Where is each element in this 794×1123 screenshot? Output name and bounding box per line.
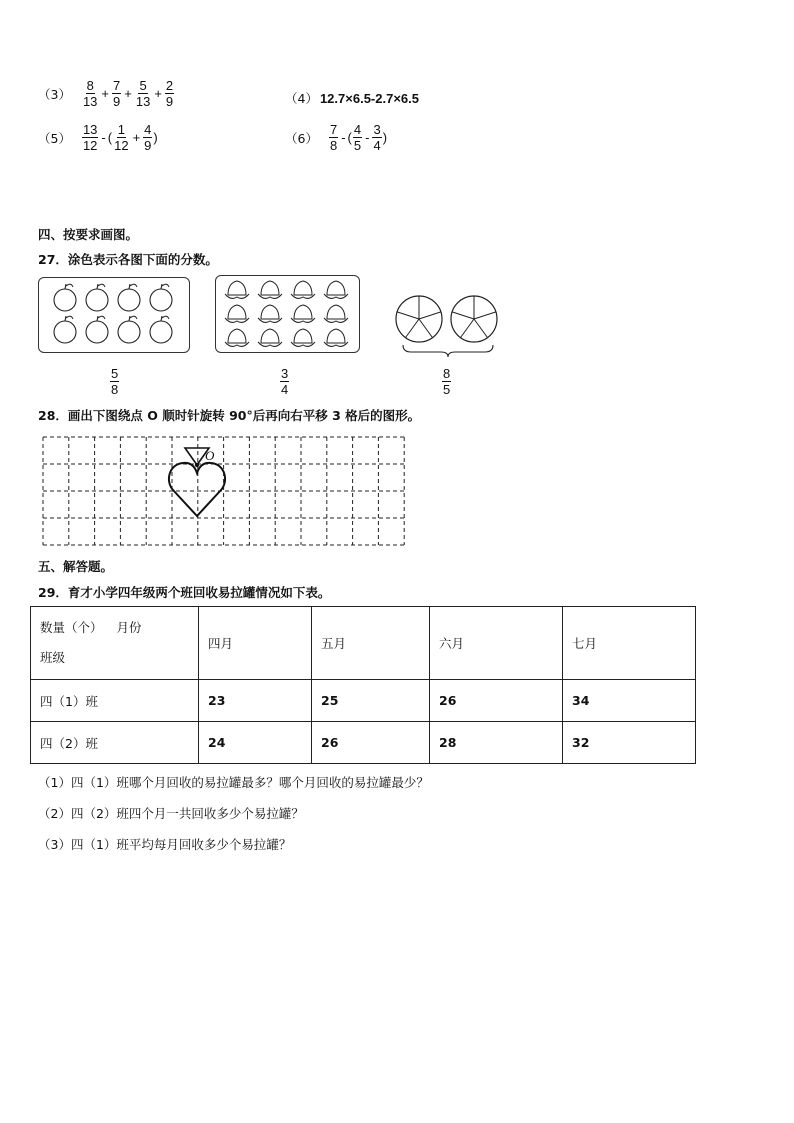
calc-q3: （3） $\frac{8}{13}$ + $\frac{7}{9}$ + $\frac{5}{13}$ + $\frac{2}{9}$ [38,78,174,109]
calc-q6: （6） $\frac{7}{8}$ - ( $\frac{4}{5}$ - $\frac{3}{4}$ ) [285,122,388,153]
point-o [195,463,199,467]
section-4-title: 四、按要求画图。 [38,227,139,242]
peach-icon [324,329,348,346]
apple-icon [150,316,172,343]
table-cell: 24 [199,722,312,764]
apple-icon [118,316,140,343]
circle-fraction-icon [396,296,442,342]
peach-icon [291,281,315,298]
q4-label: （4） [285,91,318,106]
peach-icon [258,329,282,346]
apple-icon [150,284,172,311]
q3-fraction-4: $\frac{2}{9}$ [165,78,174,109]
q28-title: 28．画出下图绕点 O 顺时针旋转 90°后再向右平移 3 格后的图形。 [38,408,421,423]
q29-sub-2: （2）四（2）班四个月一共回收多少个易拉罐？ [38,806,304,821]
peaches-box [215,275,360,353]
q5-label: （5） [38,130,71,146]
recycle-table [30,606,696,764]
q5-fraction-2: $\frac{1}{12}$ [114,122,129,153]
table-cell: 34 [563,680,696,722]
q3-fraction-3: $\frac{5}{13}$ [135,78,151,109]
q29-sub-1: （1）四（1）班哪个月回收的易拉罐最多？哪个月回收的易拉罐最少？ [38,775,429,790]
dashed-grid [43,437,404,545]
peach-icon [225,305,249,322]
peaches-grid [216,276,359,352]
table-cell: 23 [199,680,312,722]
table-row [31,722,696,764]
table-cell: 28 [430,722,563,764]
circle-fraction-icon [451,296,497,342]
circles-fraction: $\frac{8}{5}$ [443,366,451,397]
table-cell: 32 [563,722,696,764]
header-month-7: 七月 [563,607,696,680]
peach-icon [258,305,282,322]
apples-fraction: $\frac{5}{8}$ [111,366,119,397]
header-month-5: 五月 [312,607,430,680]
diagonal-header-cell: 数量（个） 月份 班级 [31,607,199,680]
q4-expression: 12.7×6.5-2.7×6.5 [319,90,419,106]
peach-icon [258,281,282,298]
table-cell: 26 [312,722,430,764]
heart-shape [169,463,225,516]
q3-fraction-2: $\frac{7}{9}$ [113,78,121,109]
apple-icon [86,316,108,343]
table-row [31,680,696,722]
peach-icon [291,305,315,322]
apple-icon [54,284,76,311]
calc-q5: （5） $\frac{13}{12}$ - ( $\frac{1}{12}$ + $\frac{4}{9}$ ) [38,122,158,153]
row-class-label: 四（1）班 [31,680,199,722]
q6-fraction-3: $\frac{3}{4}$ [373,122,381,153]
q3-label: （3） [38,86,71,102]
q6-fraction-1: $\frac{7}{8}$ [329,122,338,153]
apples-box [38,277,190,353]
peach-icon [291,329,315,346]
row-class-label: 四（2）班 [31,722,199,764]
q6-fraction-2: $\frac{4}{5}$ [353,122,362,153]
calc-q4 [285,89,419,107]
table-cell: 25 [312,680,430,722]
circles-figure [393,292,503,358]
q28-grid-figure [40,434,406,548]
apples-grid [39,278,189,352]
table-cell: 26 [430,680,563,722]
peach-icon [225,329,249,346]
q29-sub-3: （3）四（1）班平均每月回收多少个易拉罐？ [38,837,292,852]
table-header-row [31,607,696,680]
peach-icon [324,305,348,322]
peaches-fraction: $\frac{3}{4}$ [281,366,289,397]
section-5-title: 五、解答题。 [38,559,114,574]
header-month-6: 六月 [430,607,563,680]
q29-title: 29．育才小学四年级两个班回收易拉罐情况如下表。 [38,585,331,600]
apple-icon [118,284,140,311]
q5-fraction-1: $\frac{13}{12}$ [82,122,98,153]
apple-icon [86,284,108,311]
header-month-4: 四月 [199,607,312,680]
q5-fraction-3: $\frac{4}{9}$ [144,122,152,153]
q27-title: 27．涂色表示各图下面的分数。 [38,252,218,267]
apple-icon [54,316,76,343]
circles-brace [403,345,493,357]
point-o-label: O [205,448,215,463]
peach-icon [225,281,249,298]
peach-icon [324,281,348,298]
q6-label: （6） [285,130,318,146]
q3-fraction-1: $\frac{8}{13}$ [82,78,98,109]
